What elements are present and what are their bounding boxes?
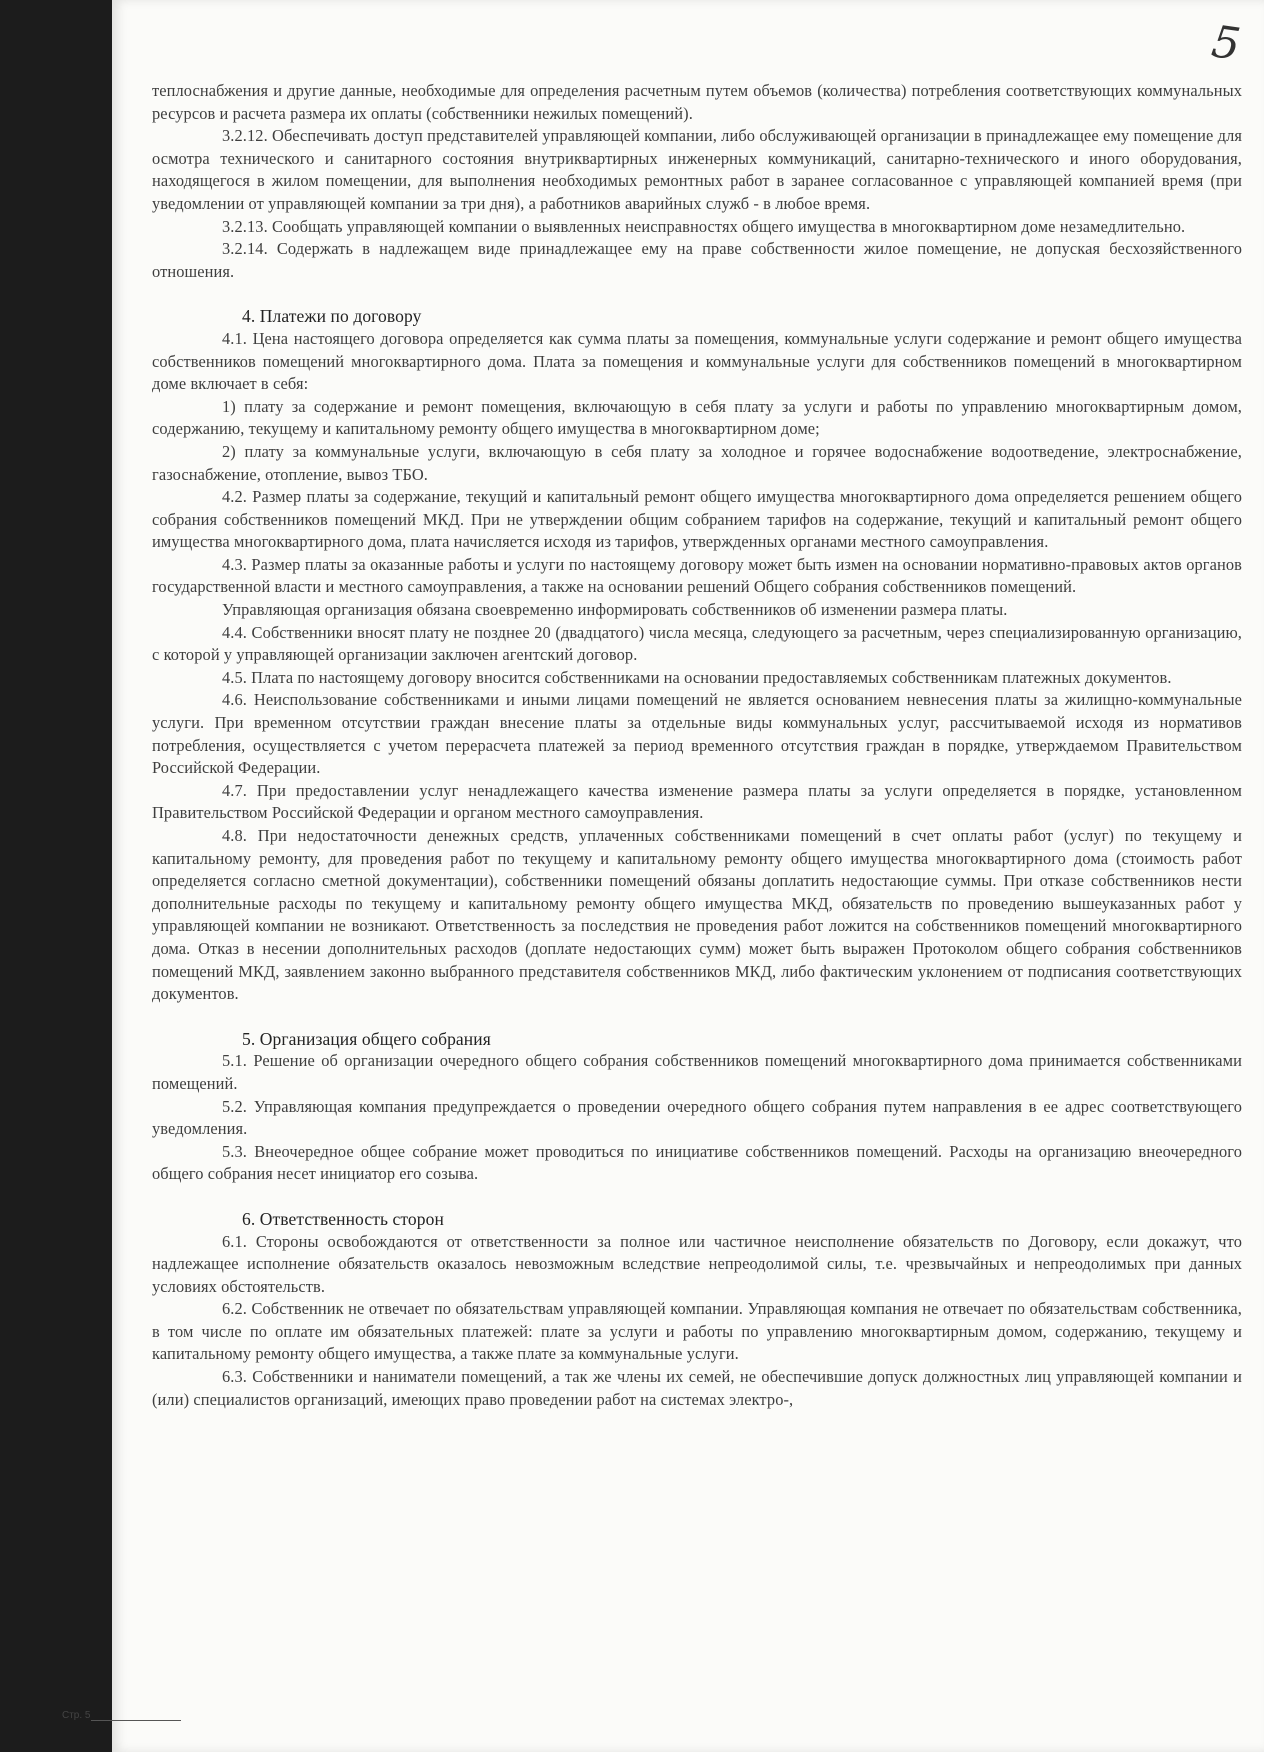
paragraph: 4.1. Цена настоящего договора определяется как сумма платы за помещения, коммунальные услуги содержание и ремонт общего имущества собственников помещений многоквартирного дома. Плата за помещения и коммунальные услуги для собственников помещений в многоквартирном доме включает в себя: [152,328,1242,394]
paragraph: 1) плату за содержание и ремонт помещения, включающую в себя плату за услуги и работы по управлению многоквартирным домом, содержанию, текущему и капитальному ремонту общего имущества в многоквартирном доме; [152,396,1242,439]
paragraph: 6.1. Стороны освобождаются от ответственности за полное или частичное неисполнение обязательств по Договору, если докажут, что надлежащее исполнение обязательств оказалось невозможным вследствие непреодолимой силы, т.е. чрезвычайных и непреодолимых при данных условиях обстоятельств. [152,1231,1242,1296]
section-heading: 5. Организация общего собрания [242,1028,491,1049]
paragraph: 4.3. Размер платы за оказанные работы и услуги по настоящему договору может быть измен на основании нормативно-правовых актов органов государственной власти и местного самоуправления, а также на основании решений Общего собрания собственников помещений. [152,554,1242,597]
handwritten-page-number: 5 [1208,16,1244,71]
paragraph: 4.4. Собственники вносят плату не позднее 20 (двадцатого) числа месяца, следующего за расчетным, через специализированную организацию, с которой у управляющей организации заключен агентский договор. [152,622,1242,665]
paragraph: 3.2.13. Сообщать управляющей компании о выявленных неисправностях общего имущества в многоквартирном доме незамедлительно. [222,216,1186,236]
paragraph: 4.5. Плата по настоящему договору вносится собственниками на основании предоставляемых собственникам платежных документов. [222,667,1172,687]
section-heading: 4. Платежи по договору [242,306,422,327]
page-footer [62,1710,181,1721]
paragraph: 3.2.12. Обеспечивать доступ представителей управляющей компании, либо обслуживающей организации в принадлежащее ему помещение для осмотра технического и санитарного состояния внутриквартирных инженерных коммуникаций, санитарно-технического и иного оборудования, находящегося в жилом помещении, для выполнения необходимых ремонтных работ в заранее согласованное с управляющей компанией время (при уведомлении от управляющей компании за три дня), а работников аварийных служб - в любое время. [152,126,1242,213]
paragraph: Управляющая организация обязана своевременно информировать собственников об изменении размера платы. [222,600,1008,620]
footer-underline [91,1720,181,1721]
paragraph: 6.3. Собственники и наниматели помещений, а так же члены их семей, не обеспечившие допуск должностных лиц управляющей компании и (или) специалистов организаций, имеющих право проведении работ на системах электро-, [152,1367,1242,1409]
paragraph: 4.6. Неиспользование собственниками и иными лицами помещений не является основанием невнесения платы за жилищно-коммунальные услуги. При временном отсутствии граждан внесение платы за отдельные виды коммунальных услуг, рассчитываемой исходя из нормативов потребления, осуществляется с учетом перерасчета платежей за период временного отсутствия граждан в порядке, утверждаемом Правительством Российской Федерации. [152,690,1242,778]
section-gap [152,1186,1242,1208]
paragraph: 2) плату за коммунальные услуги, включающую в себя плату за холодное и горячее водоснабжение водоотведение, электроснабжение, газоснабжение, отопление, вывоз ТБО. [152,441,1242,484]
paragraph: 4.7. При предоставлении услуг ненадлежащего качества изменение размера платы за услуги определяется в порядке, установленном Правительством Российской Федерации и органом местного самоуправления. [152,780,1242,823]
paragraph: 4.8. При недостаточности денежных средств, уплаченных собственниками помещений в счет оплаты работ (услуг) по текущему и капитальному ремонту, для проведения работ по текущему и капитальному ремонту общего имущества многоквартирного дома (стоимость работ определяется согласно сметной документации), собственники помещений обязаны доплатить недостающие суммы. При отказе собственников нести дополнительные расходы по текущему и капитальному ремонту общего имущества МКД, обязательств по проведению вышеуказанных работ у управляющей компании не возникают. Ответственность за последствия не проведения работ ложится на собственников помещений многоквартирного дома. Отказ в несении дополнительных расходов (доплате недостающих сумм) может быть выражен Протоколом общего собрания собственников помещений МКД, заявлением законно выбранного представителя собственников МКД, либо фактическим уклонением от подписания соответствующих документов. [152,826,1242,1004]
section-gap [152,283,1242,305]
paragraph: 4.2. Размер платы за содержание, текущий и капитальный ремонт общего имущества многоквартирного дома определяется решением общего собрания собственников помещений МКД. При не утверждении общим собранием тарифов на содержание, текущий и капитальный ремонт общего имущества многоквартирного дома, плата начисляется исходя из тарифов, утвержденных органами местного самоуправления. [152,487,1242,552]
section-heading: 6. Ответственность сторон [242,1208,444,1229]
paragraph: 6.2. Собственник не отвечает по обязательствам управляющей компании. Управляющая компания не отвечает по обязательствам собственника, в том числе по оплате им обязательных платежей: плате за услуги и работы по управлению многоквартирным домом, содержанию, текущему и капитальному ремонту общего имущества, а также плате за коммунальные услуги. [152,1299,1242,1364]
footer-page-label: Стр. 5 [62,1710,91,1721]
paragraph: 3.2.14. Содержать в надлежащем виде принадлежащее ему на праве собственности жилое помещение, не допуская бесхозяйственного отношения. [152,239,1242,281]
document-page [112,0,1264,1752]
paragraph: 5.1. Решение об организации очередного общего собрания собственников помещений многоквартирного дома принимается собственниками помещений. [152,1051,1242,1093]
paragraph: 5.2. Управляющая компания предупреждается о проведении очередного общего собрания путем направления в ее адрес соответствующего уведомления. [152,1096,1242,1139]
paragraph: теплоснабжения и другие данные, необходимые для определения расчетным путем объемов (количества) потребления соответствующих коммунальных ресурсов и расчета размера их оплаты (собственники нежилых помещений). [152,81,1242,123]
document-body [152,80,1242,1411]
section-gap [152,1006,1242,1028]
paragraph: 5.3. Внеочередное общее собрание может проводиться по инициативе собственников помещений. Расходы на организацию внеочередного общего собрания несет инициатор его созыва. [152,1141,1242,1184]
